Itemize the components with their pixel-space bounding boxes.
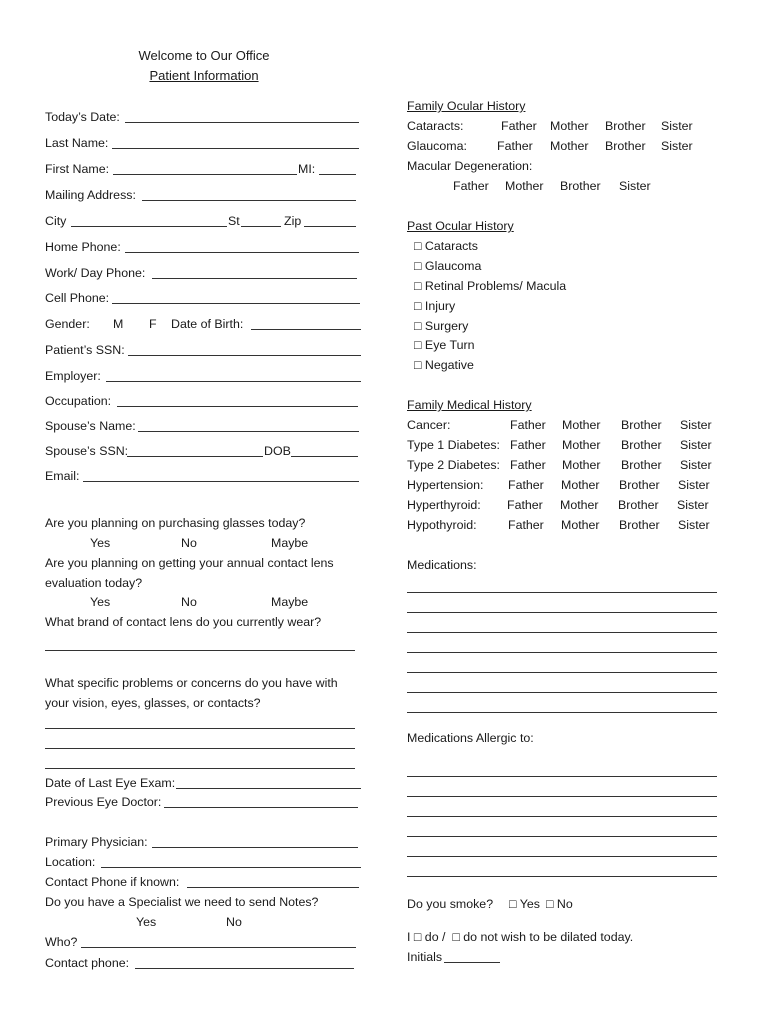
primary-physician-label: Primary Physician: — [45, 835, 148, 849]
type2-father[interactable]: Father — [510, 458, 546, 472]
family-medical-history-title: Family Medical History — [407, 398, 532, 412]
spouse-dob-label: DOB — [264, 444, 291, 458]
occupation-label: Occupation: — [45, 394, 112, 408]
allergies-field-line-1[interactable] — [407, 776, 717, 777]
contact-brand-field[interactable] — [45, 650, 355, 651]
contacts-question-line1: Are you planning on getting your annual contact lens — [45, 556, 334, 570]
employer-field[interactable] — [106, 381, 361, 382]
medical-hyperthyroid-label: Hyperthyroid: — [407, 498, 481, 512]
gender-label: Gender: — [45, 317, 90, 331]
gender-f-option[interactable]: F — [149, 317, 157, 331]
past-surgery-checkbox[interactable]: □ Surgery — [414, 319, 469, 333]
patient-ssn-field[interactable] — [128, 355, 361, 356]
glasses-no-option[interactable]: No — [181, 536, 197, 550]
macular-father[interactable]: Father — [453, 179, 489, 193]
allergies-field-line-4[interactable] — [407, 836, 717, 837]
zip-label: Zip — [284, 214, 302, 228]
problems-field-line-2[interactable] — [45, 748, 355, 749]
allergies-field-line-2[interactable] — [407, 796, 717, 797]
mailing-address-field[interactable] — [142, 200, 356, 201]
location-field[interactable] — [101, 867, 361, 868]
hyperthyroid-brother[interactable]: Brother — [618, 498, 659, 512]
medical-hypothyroid-label: Hypothyroid: — [407, 518, 477, 532]
smoke-yes-checkbox[interactable]: □ Yes — [509, 897, 540, 911]
spouse-dob-field[interactable] — [291, 456, 358, 457]
glasses-yes-option[interactable]: Yes — [90, 536, 111, 550]
contacts-question-line2: evaluation today? — [45, 576, 143, 590]
prev-doctor-label: Previous Eye Doctor: — [45, 795, 162, 809]
medical-type2-label: Type 2 Diabetes: — [407, 458, 500, 472]
cataracts-father[interactable]: Father — [501, 119, 537, 133]
glasses-question: Are you planning on purchasing glasses today? — [45, 516, 306, 530]
initials-label: Initials — [407, 950, 443, 964]
zip-field[interactable] — [304, 226, 356, 227]
allergies-field-line-3[interactable] — [407, 816, 717, 817]
type1-mother[interactable]: Mother — [562, 438, 601, 452]
prev-doctor-field[interactable] — [164, 807, 358, 808]
smoke-question: Do you smoke? — [407, 897, 494, 911]
form-subtitle: Patient Information — [149, 68, 259, 83]
type2-brother[interactable]: Brother — [621, 458, 662, 472]
type1-brother[interactable]: Brother — [621, 438, 662, 452]
spouse-ssn-field[interactable] — [127, 456, 263, 457]
medications-field-line-1[interactable] — [407, 592, 717, 593]
cancer-father[interactable]: Father — [510, 418, 546, 432]
type2-sister[interactable]: Sister — [680, 458, 712, 472]
medical-hypertension-label: Hypertension: — [407, 478, 484, 492]
past-negative-checkbox[interactable]: □ Negative — [414, 358, 474, 372]
medications-field-line-2[interactable] — [407, 612, 717, 613]
medications-allergic-label: Medications Allergic to: — [407, 731, 534, 745]
specialist-yes-option[interactable]: Yes — [136, 915, 157, 929]
hypothyroid-brother[interactable]: Brother — [619, 518, 660, 532]
mi-label: MI: — [298, 162, 316, 176]
last-exam-label: Date of Last Eye Exam: — [45, 776, 176, 790]
state-field[interactable] — [241, 226, 281, 227]
family-ocular-history-title: Family Ocular History — [407, 99, 526, 113]
occupation-field[interactable] — [117, 406, 358, 407]
macular-sister[interactable]: Sister — [619, 179, 651, 193]
work-phone-field[interactable] — [152, 278, 357, 279]
medical-cancer-label: Cancer: — [407, 418, 451, 432]
past-glaucoma-checkbox[interactable]: □ Glaucoma — [414, 259, 482, 273]
glaucoma-sister[interactable]: Sister — [661, 139, 693, 153]
glaucoma-mother[interactable]: Mother — [550, 139, 589, 153]
form-title: Welcome to Our Office — [138, 48, 270, 63]
dilation-statement[interactable]: I □ do / □ do not wish to be dilated today. — [407, 930, 634, 944]
cancer-sister[interactable]: Sister — [680, 418, 712, 432]
cell-phone-label: Cell Phone: — [45, 291, 110, 305]
contact-phone-field[interactable] — [135, 968, 354, 969]
contact-phone-known-label: Contact Phone if known: — [45, 875, 180, 889]
dob-field[interactable] — [251, 329, 361, 330]
cell-phone-field[interactable] — [112, 303, 360, 304]
hyperthyroid-father[interactable]: Father — [507, 498, 543, 512]
glaucoma-brother[interactable]: Brother — [605, 139, 646, 153]
contacts-maybe-option[interactable]: Maybe — [271, 595, 309, 609]
type2-mother[interactable]: Mother — [562, 458, 601, 472]
cataracts-label: Cataracts: — [407, 119, 464, 133]
problems-field-line-3[interactable] — [45, 768, 355, 769]
hypertension-father[interactable]: Father — [508, 478, 544, 492]
macular-mother[interactable]: Mother — [505, 179, 544, 193]
spouse-ssn-label: Spouse’s SSN: — [45, 444, 129, 458]
contact-phone-label: Contact phone: — [45, 956, 130, 970]
primary-physician-field[interactable] — [152, 847, 358, 848]
past-ocular-history-title: Past Ocular History — [407, 219, 514, 233]
cataracts-brother[interactable]: Brother — [605, 119, 646, 133]
hypertension-mother[interactable]: Mother — [561, 478, 600, 492]
gender-m-option[interactable]: M — [113, 317, 124, 331]
medications-field-line-5[interactable] — [407, 672, 717, 673]
email-label: Email: — [45, 469, 80, 483]
cataracts-sister[interactable]: Sister — [661, 119, 693, 133]
hypothyroid-father[interactable]: Father — [508, 518, 544, 532]
home-phone-label: Home Phone: — [45, 240, 121, 254]
todays-date-label: Today’s Date: — [45, 110, 120, 124]
cancer-brother[interactable]: Brother — [621, 418, 662, 432]
state-label: St — [228, 214, 240, 228]
specialist-question: Do you have a Specialist we need to send Notes? — [45, 895, 319, 909]
spouse-name-label: Spouse’s Name: — [45, 419, 136, 433]
mi-field[interactable] — [319, 174, 356, 175]
first-name-label: First Name: — [45, 162, 110, 176]
contacts-no-option[interactable]: No — [181, 595, 197, 609]
glaucoma-father[interactable]: Father — [497, 139, 533, 153]
past-eye-turn-checkbox[interactable]: □ Eye Turn — [414, 338, 475, 352]
dob-label: Date of Birth: — [171, 317, 244, 331]
hyperthyroid-mother[interactable]: Mother — [560, 498, 599, 512]
who-label: Who? — [45, 935, 78, 949]
medications-field-line-7[interactable] — [407, 712, 717, 713]
spouse-name-field[interactable] — [138, 431, 359, 432]
work-phone-label: Work/ Day Phone: — [45, 266, 146, 280]
email-field[interactable] — [83, 481, 359, 482]
home-phone-field[interactable] — [125, 252, 359, 253]
medications-field-line-4[interactable] — [407, 652, 717, 653]
past-cataracts-checkbox[interactable]: □ Cataracts — [414, 239, 478, 253]
last-name-label: Last Name: — [45, 136, 109, 150]
mailing-address-label: Mailing Address: — [45, 188, 136, 202]
problems-question-line1: What specific problems or concerns do you have with — [45, 676, 338, 690]
last-name-field[interactable] — [112, 148, 359, 149]
hypertension-sister[interactable]: Sister — [678, 478, 710, 492]
past-retinal-checkbox[interactable]: □ Retinal Problems/ Macula — [414, 279, 567, 293]
cataracts-mother[interactable]: Mother — [550, 119, 589, 133]
allergies-field-line-5[interactable] — [407, 856, 717, 857]
problems-question-line2: your vision, eyes, glasses, or contacts? — [45, 696, 261, 710]
contacts-yes-option[interactable]: Yes — [90, 595, 111, 609]
contact-phone-known-field[interactable] — [187, 887, 359, 888]
hypertension-brother[interactable]: Brother — [619, 478, 660, 492]
cancer-mother[interactable]: Mother — [562, 418, 601, 432]
todays-date-field[interactable] — [125, 122, 359, 123]
type1-father[interactable]: Father — [510, 438, 546, 452]
medications-field-line-3[interactable] — [407, 632, 717, 633]
smoke-no-checkbox[interactable]: □ No — [546, 897, 573, 911]
medications-field-line-6[interactable] — [407, 692, 717, 693]
type1-sister[interactable]: Sister — [680, 438, 712, 452]
hypothyroid-mother[interactable]: Mother — [561, 518, 600, 532]
macular-label: Macular Degeneration: — [407, 159, 533, 173]
specialist-no-option[interactable]: No — [226, 915, 242, 929]
glasses-maybe-option[interactable]: Maybe — [271, 536, 309, 550]
last-exam-field[interactable] — [176, 788, 361, 789]
problems-field-line-1[interactable] — [45, 728, 355, 729]
first-name-field[interactable] — [113, 174, 297, 175]
city-label: City — [45, 214, 67, 228]
glaucoma-label: Glaucoma: — [407, 139, 467, 153]
city-field[interactable] — [71, 226, 227, 227]
allergies-field-line-6[interactable] — [407, 876, 717, 877]
hyperthyroid-sister[interactable]: Sister — [677, 498, 709, 512]
medications-label: Medications: — [407, 558, 477, 572]
employer-label: Employer: — [45, 369, 101, 383]
past-injury-checkbox[interactable]: □ Injury — [414, 299, 456, 313]
who-field[interactable] — [81, 947, 356, 948]
medical-type1-label: Type 1 Diabetes: — [407, 438, 500, 452]
hypothyroid-sister[interactable]: Sister — [678, 518, 710, 532]
patient-ssn-label: Patient’s SSN: — [45, 343, 125, 357]
contact-brand-question: What brand of contact lens do you currently wear? — [45, 615, 322, 629]
location-label: Location: — [45, 855, 96, 869]
macular-brother[interactable]: Brother — [560, 179, 601, 193]
initials-field[interactable] — [444, 962, 500, 963]
